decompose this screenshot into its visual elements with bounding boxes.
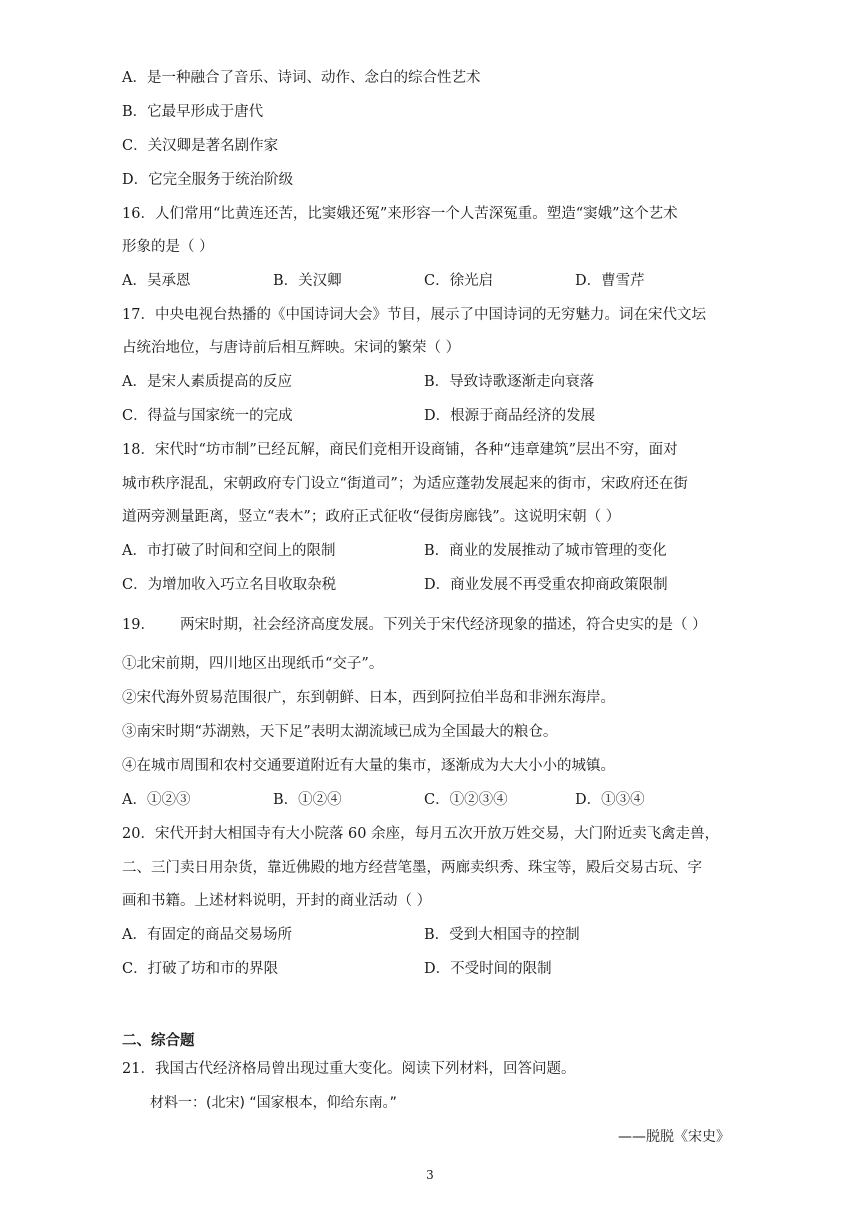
q15-option-a: A．是一种融合了音乐、诗词、动作、念白的综合性艺术 [122,70,481,86]
q16-option-c: C．徐光启 [424,273,494,289]
q19-option-b: B．①②④ [273,792,342,808]
q20-option-d: D．不受时间的限制 [424,961,552,977]
q18-option-d: D．商业发展不再受重农抑商政策限制 [424,577,668,593]
q19-option-d: D．①③④ [575,792,645,808]
q16-option-b: B．关汉卿 [273,273,342,289]
q20-option-c: C．打破了坊和市的界限 [122,961,279,977]
q20-option-a: A．有固定的商品交易场所 [122,927,292,943]
q20-stem-line2: 二、三门卖日用杂货，靠近佛殿的地方经营笔墨，两廊卖织秀、珠宝等，殿后交易古玩、字 [122,860,702,876]
section-heading: 二、综合题 [122,1032,195,1049]
q21-stem: 21．我国古代经济格局曾出现过重大变化。阅读下列材料，回答问题。 [122,1061,576,1077]
q16-option-a: A．吴承恩 [122,273,191,289]
q19-option-c: C．①②③④ [424,792,508,808]
q19-stem: 两宋时期，社会经济高度发展。下列关于宋代经济现象的描述，符合史实的是（ ） [180,617,707,633]
q15-option-c: C．关汉卿是著名剧作家 [122,138,279,154]
q18-stem-line1: 18．宋代时“坊市制”已经瓦解，商民们竞相开设商铺，各种“违章建筑”层出不穷，面对 [122,442,678,458]
q20-stem-line3: 画和书籍。上述材料说明，开封的商业活动（ ） [122,893,432,909]
q19-statement-3: ③南宋时期“苏湖熟，天下足”表明太湖流域已成为全国最大的粮仓。 [122,724,558,740]
q20-option-b: B．受到大相国寺的控制 [424,927,580,943]
q19-statement-4: ④在城市周围和农村交通要道附近有大量的集市，逐渐成为大大小小的城镇。 [122,758,615,774]
q17-option-b: B．导致诗歌逐渐走向衰落 [424,374,595,390]
q18-option-b: B．商业的发展推动了城市管理的变化 [424,543,667,559]
q16-option-d: D．曹雪芹 [575,273,645,289]
q17-option-a: A．是宋人素质提高的反应 [122,374,292,390]
q20-stem-line1: 20．宋代开封大相国寺有大小院落 60 余座，每月五次开放万姓交易，大门附近卖飞禽走兽， [122,826,720,842]
q19-statement-1: ①北宋前期，四川地区出现纸币“交子”。 [122,656,384,672]
q18-stem-line3: 道两旁测量距离，竖立“表木”；政府正式征收“侵街房廊钱”。这说明宋朝（ ） [122,509,621,525]
q16-stem-line1: 16．人们常用“比黄连还苦，比窦娥还冤”来形容一个人苦深冤重。塑造“窦娥”这个艺术 [122,206,678,222]
q16-stem-line2: 形象的是（ ） [122,239,214,255]
q17-stem-line1: 17．中央电视台热播的《中国诗词大会》节目，展示了中国诗词的无穷魅力。词在宋代文坛 [122,307,706,323]
q18-stem-line2: 城市秩序混乱，宋朝政府专门设立“街道司”；为适应蓬勃发展起来的街市，宋政府还在街 [122,476,688,492]
q19-statement-2: ②宋代海外贸易范围很广，东到朝鲜、日本，西到阿拉伯半岛和非洲东海岸。 [122,690,615,706]
q17-option-c: C．得益与国家统一的完成 [122,408,293,424]
q19-option-a: A．①②③ [122,792,191,808]
q19-number: 19． [122,617,155,633]
q15-option-b: B．它最早形成于唐代 [122,104,264,120]
q17-stem-line2: 占统治地位，与唐诗前后相互辉映。宋词的繁荣（ ） [122,340,461,356]
page-number: 3 [426,1168,434,1182]
q21-material-1-source: ——脱脱《宋史》 [618,1129,730,1145]
q17-option-d: D．根源于商品经济的发展 [424,408,596,424]
q18-option-a: A．市打破了时间和空间上的限制 [122,543,336,559]
q15-option-d: D．它完全服务于统治阶级 [122,172,294,188]
q21-material-1: 材料一：(北宋) “国家根本，仰给东南。” [150,1095,397,1111]
q18-option-c: C．为增加收入巧立名目收取杂税 [122,577,337,593]
